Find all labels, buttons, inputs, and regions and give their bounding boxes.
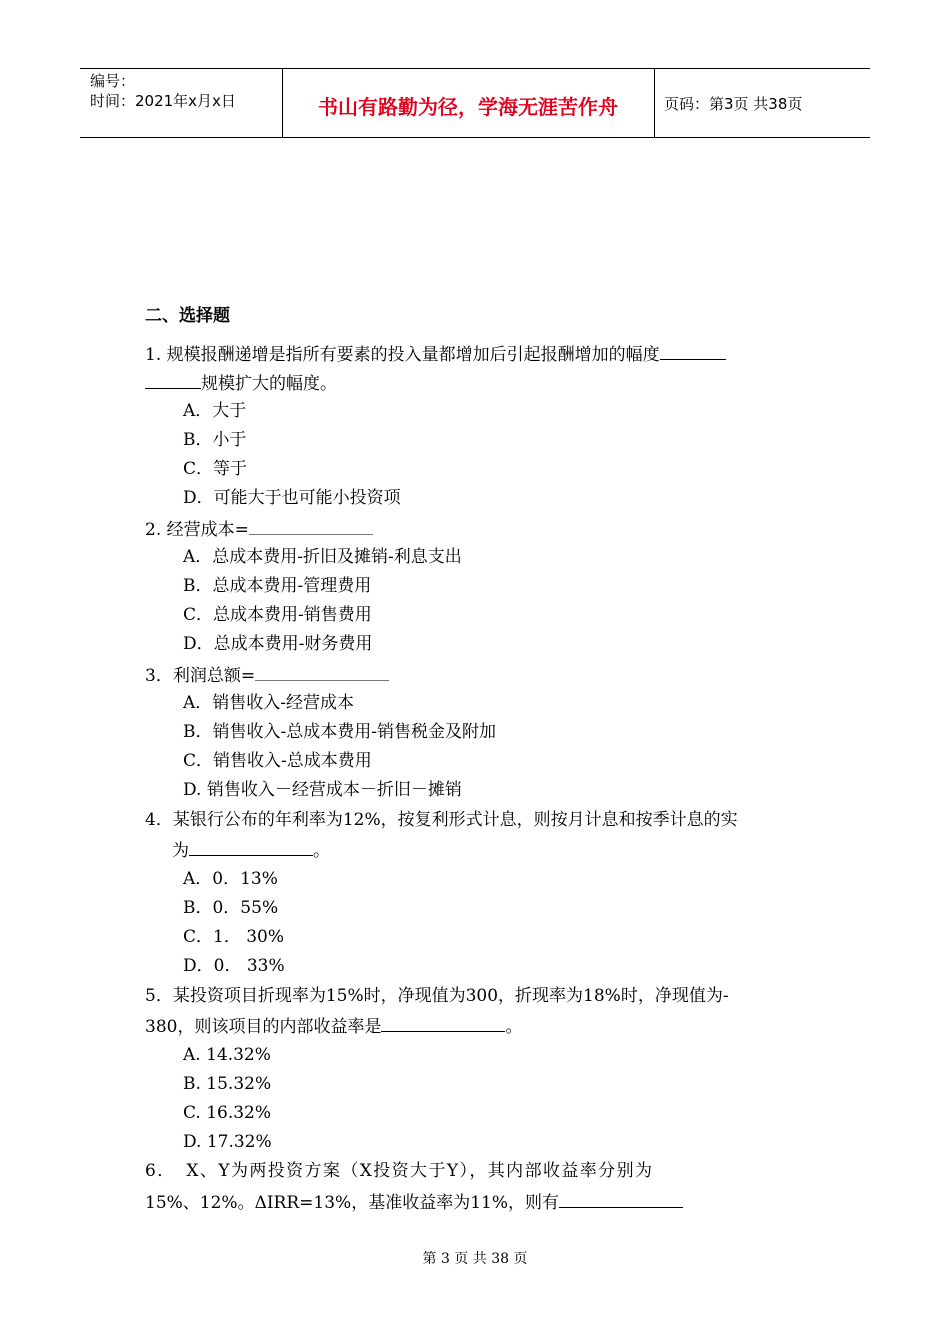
answer-blank <box>559 1191 683 1208</box>
question-4: 4．某银行公布的年利率为12%，按复利形式计息，则按月计息和按季计息的实 <box>145 810 738 830</box>
option: C．等于 <box>183 459 248 479</box>
question-text: 为 <box>172 841 189 861</box>
option: C. 16.32% <box>183 1103 272 1123</box>
option: C．1． 30% <box>183 927 285 947</box>
question-text: 15%、12%。ΔIRR=13%，基准收益率为11%，则有 <box>145 1193 559 1213</box>
option: D．0． 33% <box>183 956 285 976</box>
question-text: 380，则该项目的内部收益率是 <box>145 1017 382 1037</box>
question-5-cont <box>145 1015 522 1037</box>
option: D．可能大于也可能小投资项 <box>183 488 401 508</box>
option: A. 14.32% <box>183 1045 271 1065</box>
option: D．总成本费用-财务费用 <box>183 634 373 654</box>
question-text: 2. 经营成本= <box>145 520 249 540</box>
number-label: 编号： <box>90 72 136 90</box>
option: B．0．55% <box>183 898 279 918</box>
time-label: 时间：2021年x月x日 <box>90 92 236 110</box>
option: A．总成本费用-折旧及摊销-利息支出 <box>183 547 462 567</box>
answer-blank <box>249 518 373 535</box>
option: B．小于 <box>183 430 247 450</box>
page-footer: 第 3 页 共 38 页 <box>422 1251 528 1267</box>
section-title: 二、选择题 <box>145 306 230 326</box>
question-4-cont <box>172 839 330 861</box>
question-2 <box>145 518 373 540</box>
page-label: 页码：第3页 共38页 <box>664 95 803 113</box>
question-3 <box>145 664 389 686</box>
option: A．0．13% <box>183 869 278 889</box>
option: C．销售收入-总成本费用 <box>183 751 372 771</box>
question-text: 规模扩大的幅度。 <box>201 374 337 394</box>
question-text: 。 <box>505 1017 523 1037</box>
answer-blank <box>660 343 726 360</box>
question-5: 5．某投资项目折现率为15%时，净现值为300，折现率为18%时，净现值为- <box>145 986 729 1006</box>
option: D. 17.32% <box>183 1132 272 1152</box>
question-1 <box>145 343 726 365</box>
answer-blank <box>381 1015 505 1032</box>
option: B．总成本费用-管理费用 <box>183 576 372 596</box>
header-left <box>90 71 236 111</box>
question-1-cont <box>145 372 337 394</box>
option: B. 15.32% <box>183 1074 272 1094</box>
question-text: 3．利润总额= <box>145 666 256 686</box>
answer-blank <box>145 372 201 389</box>
option: A．大于 <box>183 401 247 421</box>
answer-blank <box>255 664 389 681</box>
question-6: 6． X、Y为两投资方案（X投资大于Y），其内部收益率分别为 <box>145 1161 654 1181</box>
page-header <box>80 68 870 138</box>
option: A．销售收入-经营成本 <box>183 693 355 713</box>
answer-blank <box>189 839 313 856</box>
header-divider <box>654 69 655 137</box>
option: C．总成本费用-销售费用 <box>183 605 372 625</box>
option: D. 销售收入－经营成本－折旧－摊销 <box>183 780 462 800</box>
header-motto: 书山有路勤为径，学海无涯苦作舟 <box>318 95 618 119</box>
question-text: 。 <box>313 841 330 861</box>
question-6-cont <box>145 1191 683 1213</box>
question-text: 1. 规模报酬递增是指所有要素的投入量都增加后引起报酬增加的幅度 <box>145 345 660 365</box>
option: B．销售收入-总成本费用-销售税金及附加 <box>183 722 496 742</box>
